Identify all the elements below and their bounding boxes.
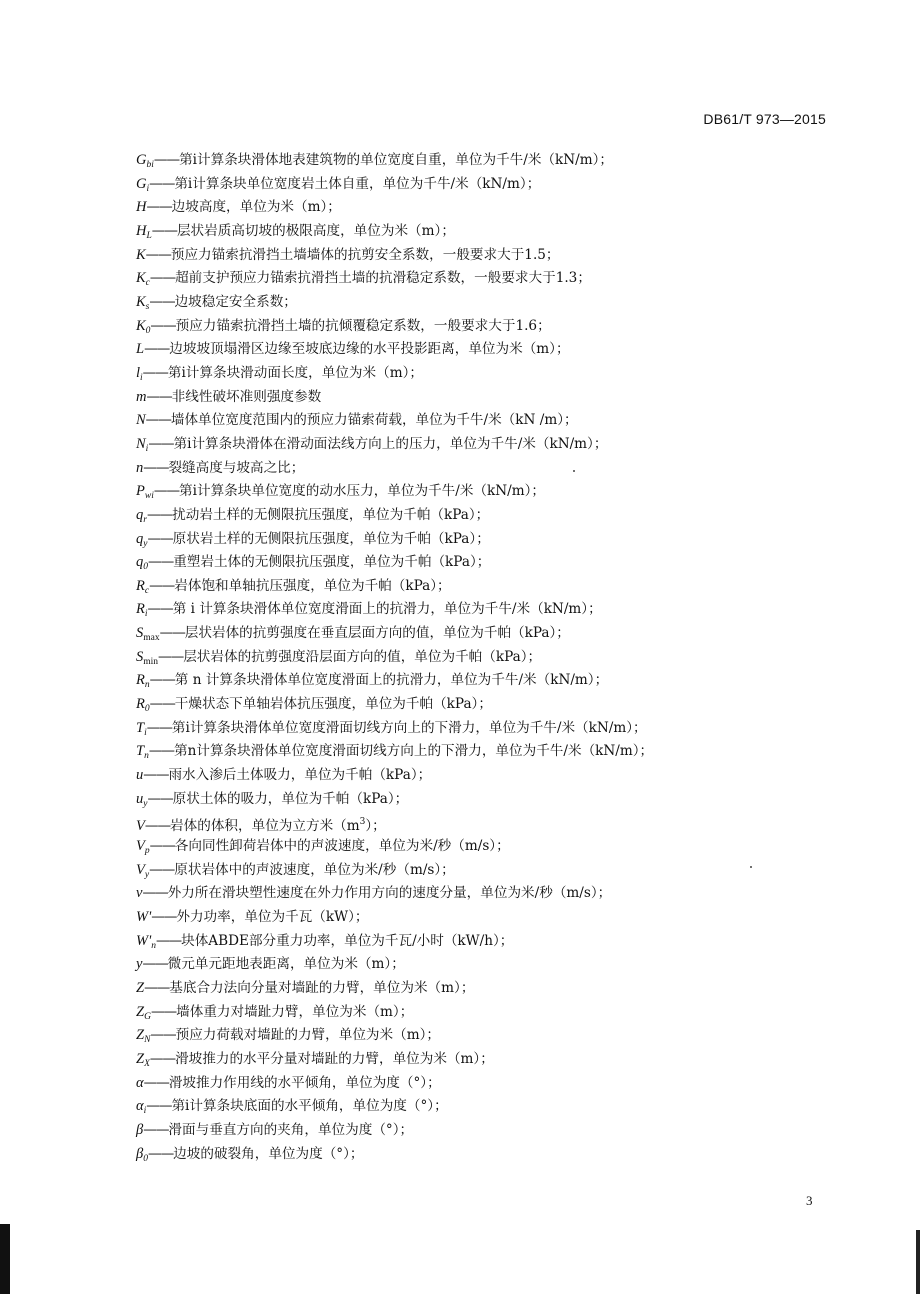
symbol-subscript: y [143,798,148,809]
definition-line [136,1095,836,1119]
definition-dash: —— [147,601,173,618]
definition-text: 第i计算条块单位宽度岩土体自重，单位为千牛/米（kN/m）； [174,175,541,192]
definition-dash: —— [146,506,173,523]
definition-dash: —— [144,818,171,835]
definition-line [136,362,836,386]
definition-line [136,267,836,291]
definition-dash: —— [146,719,172,736]
symbol-base: H [136,199,147,216]
scan-speck [750,866,752,868]
definition-dash: —— [143,1074,169,1091]
symbol [136,507,147,523]
definition-dash: —— [150,1003,177,1020]
symbol-base: G [136,175,147,192]
symbol-base: K [136,270,146,287]
definition-text: 墙体单位宽度范围内的预应力锚索荷载，单位为千牛/米（kN /m）； [170,412,578,429]
definition-text: 第 i 计算条块滑体单位宽度滑面上的抗滑力，单位为千牛/米（kN/m）； [172,601,602,618]
definition-dash: —— [146,199,172,216]
definition-text: 非线性破坏准则强度参数 [171,388,322,405]
symbol-base: W' [136,932,152,949]
symbol-base: V [136,818,145,835]
definition-text: 第i计算条块滑体在滑动面法线方向上的压力，单位为千牛/米（kN/m）； [173,435,608,452]
definition-text-tail: ）； [365,818,386,835]
definition-text: 裂缝高度与坡高之比； [168,459,305,476]
definition-dash: —— [148,554,174,571]
symbol-subscript: i [146,183,150,194]
symbol [136,223,152,239]
symbol-base: l [136,364,141,381]
definition-dash: —— [149,696,175,713]
symbol [136,818,145,834]
symbol [136,649,158,665]
symbol-subscript: r [143,514,147,525]
symbol-subscript: wi [144,491,154,502]
symbol [136,247,146,263]
definition-dash: —— [149,293,175,310]
symbol-subscript: c [144,585,150,596]
definition-line [136,433,836,457]
symbol [136,176,149,192]
symbol-subscript: 0 [145,325,151,336]
symbol-base: N [136,435,146,452]
definition-text: 边坡的破裂角，单位为度（°）； [173,1145,364,1162]
definition-line [136,717,836,741]
definition-text: 第 n 计算条块滑体单位宽度滑面上的抗滑力，单位为千牛/米（kN/m）； [174,672,609,689]
symbol-subscript: i [145,443,149,454]
definition-line [136,504,836,528]
symbol [136,318,150,334]
definition-line [136,1143,836,1167]
symbol-base: S [136,648,144,665]
symbol-base: α [136,1098,144,1115]
definition-dash: —— [143,1121,169,1138]
definition-dash: —— [155,932,182,949]
definition-line [136,220,836,244]
definition-line [136,575,836,599]
definition-text: 扰动岩土样的无侧限抗压强度，单位为千帕（kPa）； [172,506,490,523]
symbol [136,601,148,620]
definition-line [136,386,836,410]
superscript: 3 [359,817,366,828]
symbol [136,436,148,452]
symbol-base: R [136,601,145,618]
definition-text: 边坡稳定安全系数； [174,293,297,310]
symbol [136,1004,151,1020]
symbol-subscript: N [144,1035,151,1046]
definition-text: 边坡坡顶塌滑区边缘至坡底边缘的水平投影距离，单位为米（m）； [169,341,570,358]
symbol [136,1146,148,1162]
symbol-base: u [136,790,144,807]
symbol-subscript: n [144,680,150,691]
symbol-subscript: y [143,538,148,549]
definition-text: 雨水入渗后土体吸力，单位为千帕（kPa）； [168,767,432,784]
definition-text: 岩体的体积，单位为立方米（m [170,818,360,835]
definition-line [136,622,836,646]
definition-line [136,1072,836,1096]
definition-dash: —— [149,270,176,287]
symbol [136,838,150,857]
symbol-base: v [136,885,143,902]
symbol [136,483,154,502]
definition-dash: —— [149,838,175,855]
definition-dash: —— [142,364,168,381]
definition-line [136,598,836,622]
symbol [136,554,148,573]
symbol-base: q [136,530,144,547]
definition-text: 外力功率，单位为千瓦（kW）； [176,909,369,925]
symbol [136,152,154,168]
symbol-subscript: bi [146,160,154,170]
definition-dash: —— [149,1050,176,1067]
definition-text: 滑坡推力的水平分量对墙趾的力臂，单位为米（m）； [175,1050,494,1067]
definition-line [136,196,836,220]
symbol-base: V [136,838,145,855]
definition-text: 干燥状态下单轴岩体抗压强度，单位为千帕（kPa）； [174,696,492,713]
definition-dash: —— [153,152,180,168]
definition-line [136,551,836,575]
symbol [136,531,147,547]
symbol-subscript: 0 [143,1153,148,1164]
symbol [136,578,149,594]
symbol [136,933,156,949]
definition-line [136,740,836,764]
definition-dash: —— [146,388,172,405]
definition-line [136,338,836,362]
symbol-subscript: i [140,372,143,383]
definition-dash: —— [151,222,177,239]
symbol-base: R [136,672,145,689]
definition-line [136,811,836,835]
definition-text: 第n计算条块滑体单位宽度滑面切线方向上的下滑力，单位为千牛/米（kN/m）； [174,743,654,760]
symbol-base: V [136,861,145,878]
definition-text: 第i计算条块滑动面长度，单位为米（m）； [167,364,423,381]
definition-text: 岩体饱和单轴抗压强度，单位为千帕（kPa）； [174,577,451,594]
definition-text: 超前支护预应力锚索抗滑挡土墙的抗滑稳定系数，一般要求大于1.3； [175,270,591,287]
symbol-base: n [136,459,144,476]
symbol-base: q [136,506,144,523]
definition-text: 原状土体的吸力，单位为千帕（kPa）； [172,790,409,807]
definition-line [136,480,836,504]
scan-edge-mark [0,1224,10,1294]
definition-line [136,244,836,268]
symbol [136,1051,150,1067]
definition-dash: —— [148,435,174,452]
symbol [136,365,143,381]
symbol-base: S [136,625,144,642]
symbol [136,791,147,807]
symbol-subscript: i [143,1106,147,1117]
definition-text: 预应力荷载对墙趾的力臂，单位为米（m）； [175,1027,440,1044]
symbol [136,199,146,215]
definition-text: 第i计算条块滑体单位宽度滑面切线方向上的下滑力，单位为千牛/米（kN/m）； [171,719,647,736]
definition-text: 滑面与垂直方向的夹角，单位为度（°）； [168,1121,414,1138]
definition-text: 第i计算条块滑体地表建筑物的单位宽度自重，单位为千牛/米（kN/m）； [179,152,614,168]
definition-text: 预应力锚索抗滑挡土墙墙体的抗剪安全系数，一般要求大于1.5； [170,246,560,263]
definition-text: 第i计算条块底面的水平倾角，单位为度（°）； [171,1098,448,1115]
symbol [136,1098,147,1117]
symbol [136,625,160,644]
symbol-subscript: min [143,656,159,667]
symbol-subscript: y [144,869,150,880]
symbol-base: Z [136,1003,145,1020]
symbol-subscript: i [144,609,148,620]
symbol-subscript: X [144,1058,150,1069]
symbol [136,743,149,762]
symbol-base: G [136,152,147,168]
definition-dash: —— [147,790,173,807]
definition-dash: —— [147,530,173,547]
symbol-base: β [136,1121,144,1138]
definition-dash: —— [146,1098,172,1115]
symbol [136,341,144,357]
definition-text: 各向同性卸荷岩体中的声波速度，单位为米/秒（m/s）； [174,838,510,855]
symbol-subscript: n [144,751,149,762]
definition-line [136,1048,836,1072]
definition-dash: —— [159,625,185,642]
symbol [136,1075,144,1091]
symbol-base: R [136,577,145,594]
symbol-base: α [136,1074,144,1091]
definition-dash: —— [145,412,171,429]
symbol-base: T [136,719,145,736]
definition-line [136,315,836,339]
definition-line [136,788,836,812]
definition-line [136,528,836,552]
definition-dash: —— [149,861,175,878]
symbol-subscript: n [151,940,156,951]
definition-dash: —— [149,577,175,594]
symbol-subscript: 0 [144,704,150,715]
symbol-base: Z [136,1027,145,1044]
symbol-subscript: max [143,633,160,644]
definition-line [136,173,836,197]
definition-dash: —— [149,175,175,192]
definition-dash: —— [142,956,168,973]
definition-line [136,882,836,906]
symbol-base: H [136,222,147,239]
symbol-base: m [136,388,147,405]
definition-text: 基底合力法向分量对墙趾的力臂，单位为米（m）； [169,979,475,996]
definition-dash: —— [150,317,176,334]
symbol-base: K [136,317,146,334]
definition-dash: —— [150,1027,176,1044]
definition-line [136,1119,836,1143]
definition-text: 重塑岩土体的无侧限抗压强度，单位为千帕（kPa）； [173,554,491,571]
definition-text: 原状岩土样的无侧限抗压强度，单位为千帕（kPa）； [172,530,490,547]
symbol-base: T [136,743,145,760]
definition-dash: —— [147,1145,174,1162]
symbol-base: y [136,956,143,973]
definition-line [136,835,836,859]
symbol [136,294,149,310]
definition-dash: —— [151,909,177,925]
definition-line [136,1024,836,1048]
symbol-subscript: G [144,1011,151,1022]
symbol-base: Z [136,1050,145,1067]
definition-dash: —— [145,246,171,263]
definition-line [136,291,836,315]
symbol [136,672,150,691]
definition-text: 层状岩质高切坡的极限高度，单位为米（m）； [176,222,455,239]
definition-dash: —— [143,767,169,784]
definition-line [136,859,836,883]
definition-line [136,1001,836,1025]
symbol [136,1027,151,1046]
definition-dash: —— [144,979,170,996]
definition-text: 边坡高度，单位为米（m）； [171,199,341,216]
definition-text: 块体ABDE部分重力功率，单位为千瓦/小时（kW/h）； [181,932,514,949]
symbol-subscript: s [145,301,150,312]
definition-line [136,669,836,693]
symbol-base: u [136,767,144,784]
symbol-base: K [136,246,146,263]
page-number: 3 [806,1193,813,1208]
symbol [136,696,150,715]
symbol [136,980,144,996]
symbol [136,389,146,405]
scan-edge-mark-right [916,1230,920,1294]
definition-dash: —— [143,459,169,476]
symbol-subscript: i [144,727,147,738]
definition-text: 第i计算条块单位宽度的动水压力，单位为千牛/米（kN/m）； [179,483,546,500]
symbol [136,909,151,925]
definition-text: 层状岩体的抗剪强度沿层面方向的值，单位为千帕（kPa）； [183,648,542,665]
definition-line [136,149,836,173]
symbol-subscript: 0 [143,562,148,573]
symbol-base: P [136,483,145,500]
symbol-base: q [136,554,144,571]
definition-dash: —— [144,341,170,358]
symbol-base: L [136,341,145,358]
definition-text: 原状岩体中的声波速度，单位为米/秒（m/s）； [174,861,455,878]
definition-text: 外力所在滑块塑性速度在外力作用方向的速度分量，单位为米/秒（m/s）； [167,885,612,902]
document-code-header: DB61/T 973—2015 [703,111,826,127]
definition-line [136,646,836,670]
definition-text: 层状岩体的抗剪强度在垂直层面方向的值，单位为千帕（kPa）； [184,625,570,642]
symbol-base: β [136,1145,144,1162]
symbol-subscript: L [146,230,152,241]
definition-text: 预应力锚索抗滑挡土墙的抗倾覆稳定系数，一般要求大于1.6； [175,317,551,334]
definition-line [136,953,836,977]
symbol [136,412,146,428]
definition-line [136,906,836,930]
symbol-subscript: p [144,846,150,857]
symbol-base: N [136,412,146,429]
definition-dash: —— [149,672,175,689]
definition-dash: —— [153,483,180,500]
symbol-subscript: c [145,278,150,289]
definition-text: 滑坡推力作用线的水平倾角，单位为度（°）； [168,1074,441,1091]
definition-line [136,977,836,1001]
symbol-base: Z [136,979,145,996]
symbol [136,862,149,878]
definition-line [136,409,836,433]
definition-line [136,457,836,481]
scan-speck [573,470,575,472]
symbol [136,270,150,289]
symbol-base: R [136,696,145,713]
symbol-base: K [136,293,146,310]
definition-line [136,693,836,717]
definition-dash: —— [158,648,184,665]
symbol-base: W' [136,909,152,925]
definition-dash: —— [148,743,175,760]
definition-text: 墙体重力对墙趾力臂，单位为米（m）； [176,1003,414,1020]
symbol [136,720,147,736]
definition-text: 微元单元距地表距离，单位为米（m）； [167,956,405,973]
definition-dash: —— [142,885,168,902]
definition-line [136,930,836,954]
definition-line [136,764,836,788]
symbol-definition-list [136,149,836,1166]
